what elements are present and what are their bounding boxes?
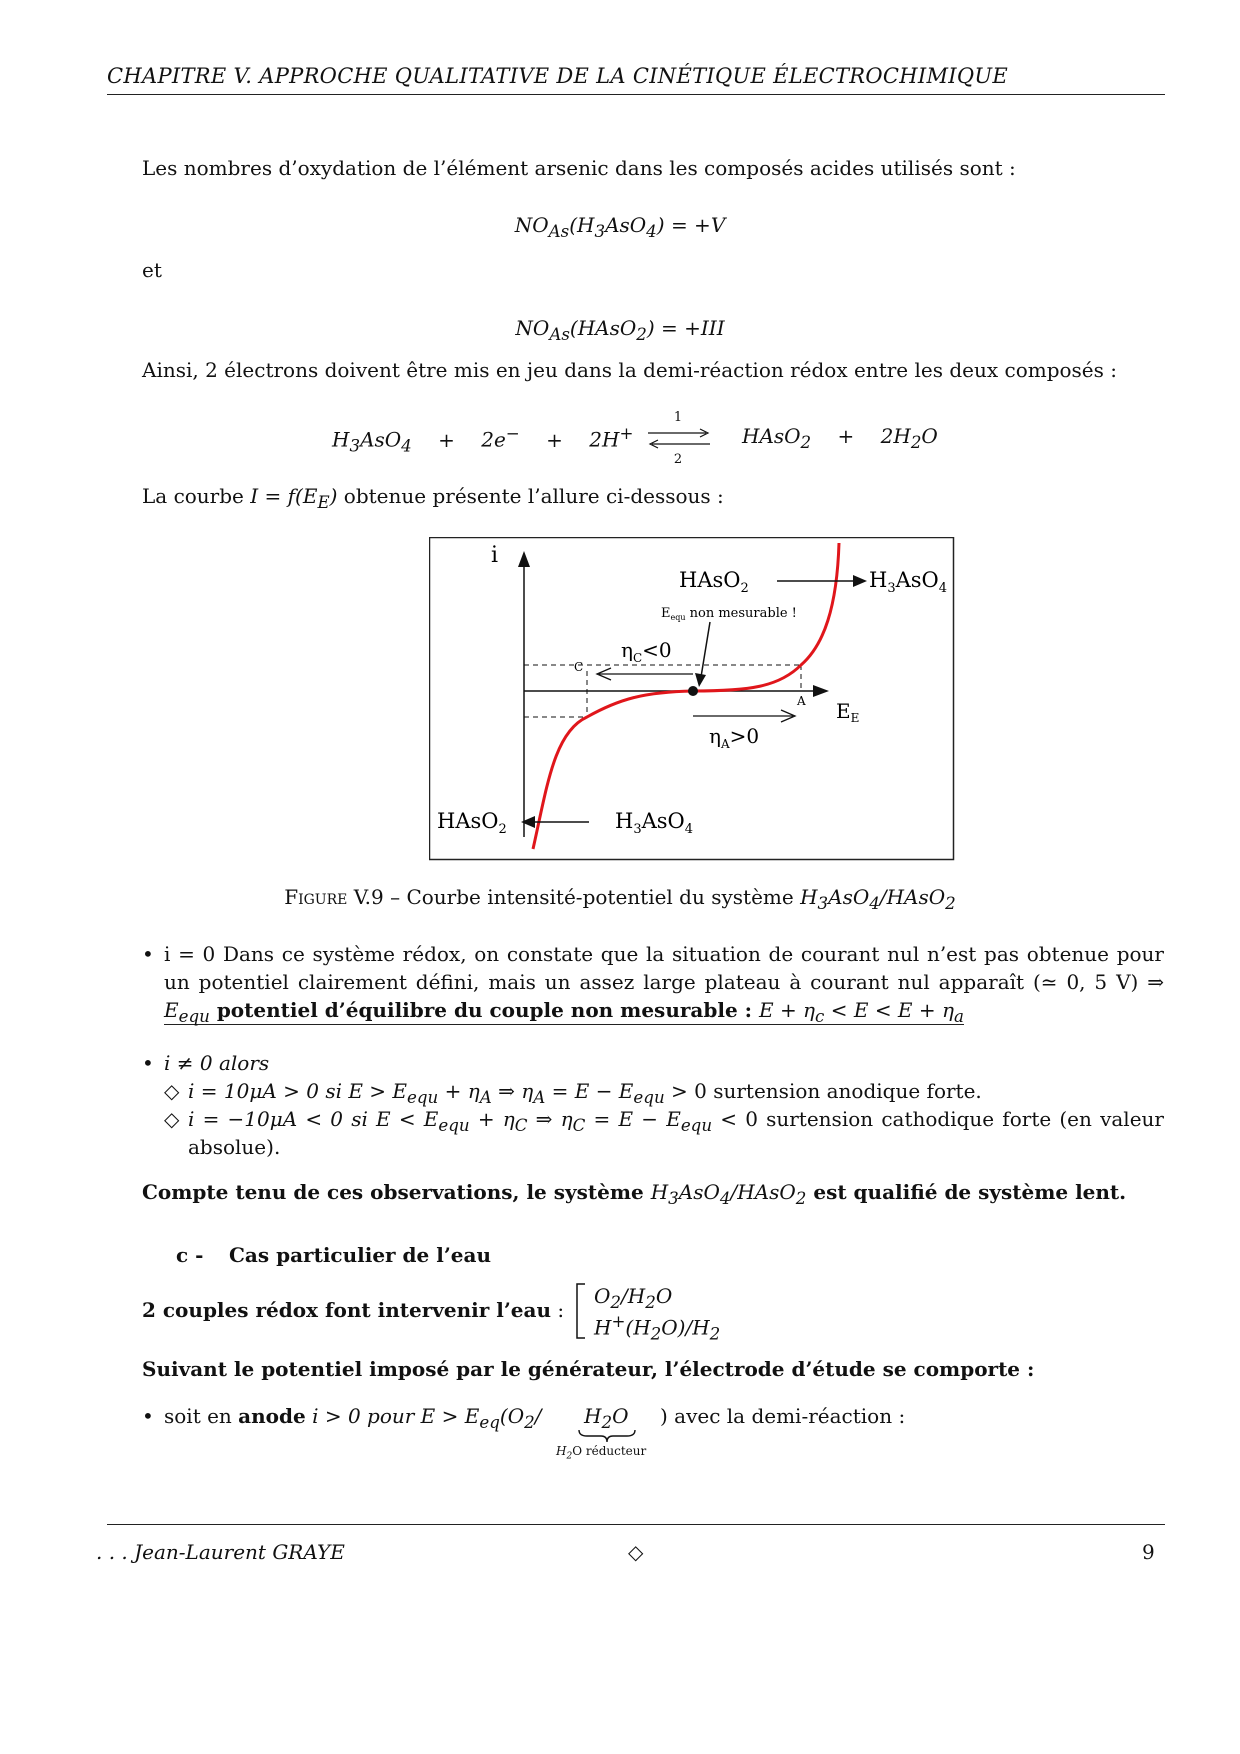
label-a: A xyxy=(797,694,806,708)
bullet2-sub2: i = −10μA < 0 si $E < E_{equ} + \eta_C$ ⇒ $\eta_C = E - E_{equ} < 0$ surtension cathodique forte (en valeur xyxy=(188,1107,1164,1135)
page-number: 9 xyxy=(1142,1540,1155,1564)
redox-reaction-left: $H_3AsO_4 + 2e^- + 2H^+$ xyxy=(332,424,634,456)
couples-text: 2 couples rédox font intervenir l’eau : xyxy=(142,1298,565,1322)
bullet2-sub2-line2: absolue). xyxy=(188,1135,281,1159)
equilibrium-point xyxy=(688,686,698,696)
anode-brace-term: $H_2O$ xyxy=(584,1404,629,1432)
diamond-1: ◇ xyxy=(164,1079,180,1103)
conclusion: Compte tenu de ces observations, le système $H_3AsO_4/HAsO_2$ est qualifié de système lent. xyxy=(142,1180,1127,1208)
courbe-intro: La courbe $I = f(E_E)$ obtenue présente l’allure ci-dessous : xyxy=(142,484,724,512)
underbrace xyxy=(577,1428,637,1444)
bullet2-head: i ≠ 0 alors xyxy=(164,1051,270,1075)
couples-bracket xyxy=(574,1282,588,1340)
footer-author: . . . Jean-Laurent GRAYE xyxy=(96,1540,345,1564)
diamond-2: ◇ xyxy=(164,1107,180,1131)
bottom-left-species: HAsO$_2$ xyxy=(437,809,507,837)
top-right-species: $H_3AsO_4$ xyxy=(869,568,948,596)
intensity-potential-figure xyxy=(429,537,955,861)
equilibrium-arrows xyxy=(646,428,712,450)
anode-line: soit en anode i > 0 pour $E > E_{eq}(O_2/$ xyxy=(164,1404,542,1432)
chapter-header: CHAPITRE V. APPROCHE QUALITATIVE DE LA CINÉTIQUE ÉLECTROCHIMIQUE xyxy=(107,64,1009,88)
bullet-dot-3: • xyxy=(142,1404,154,1428)
footer-diamond: ◇ xyxy=(628,1540,644,1564)
eta-c-label: $\eta_C<0$ xyxy=(621,638,672,665)
et-text: et xyxy=(142,258,162,282)
ainsi-text: Ainsi, 2 électrons doivent être mis en jeu dans la demi-réaction rédox entre les deux composés : xyxy=(142,358,1117,382)
header-rule xyxy=(107,94,1165,95)
couple-o2-h2o: $O_2/H_2O$ xyxy=(594,1284,673,1312)
axis-i-label: i xyxy=(491,543,499,568)
anode-line-end: ) avec la demi-réaction : xyxy=(660,1404,906,1428)
top-left-species: HAsO$_2$ xyxy=(679,568,749,596)
reaction-arrow-bottom-label: 2 xyxy=(673,452,683,467)
bullet-dot-2: • xyxy=(142,1051,154,1075)
section-number: c - xyxy=(176,1243,204,1267)
suivant-text: Suivant le potentiel imposé par le générateur, l’électrode d’étude se comporte : xyxy=(142,1357,1035,1381)
equation-as-iii: $NO_{As}(HAsO_2) = +III$ xyxy=(515,316,725,344)
footer-rule xyxy=(107,1524,1165,1525)
bullet1-line2: un potentiel clairement défini, mais un assez large plateau à courant nul apparaît (≃ 0, 5 V) ⇒ xyxy=(164,970,1164,994)
intro-text: Les nombres d’oxydation de l’élément arsenic dans les composés acides utilisés sont : xyxy=(142,156,1016,180)
bullet1-line3: $E_{equ}$ potentiel d’équilibre du couple non mesurable : $E + \eta_c < E < E + \eta_a$ xyxy=(164,998,964,1026)
bullet1-line1: i = 0 Dans ce système rédox, on constate que la situation de courant nul n’est pas obtenue pour xyxy=(164,942,1164,966)
label-c: C xyxy=(574,660,584,674)
equ-note: $E_{equ}$ non mesurable ! xyxy=(661,606,797,622)
axis-e-label: $E_E$ xyxy=(836,699,860,725)
equation-as-v: $NO_{As}(H_3AsO_4) = +V$ xyxy=(514,213,726,241)
section-title: Cas particulier de l’eau xyxy=(229,1243,492,1267)
bullet-dot: • xyxy=(142,942,154,966)
reaction-arrow-top-label: 1 xyxy=(673,410,683,425)
eta-a-label: $\eta_A>0$ xyxy=(709,724,760,751)
couple-h-h2: $H^+(H_2O)/H_2$ xyxy=(594,1312,721,1344)
underbrace-note: $H_2O$ réducteur xyxy=(556,1444,647,1462)
bottom-right-species: $H_3AsO_4$ xyxy=(615,809,694,837)
bullet2-sub1: i = 10μA > 0 si $E > E_{equ} + \eta_A$ ⇒ $\eta_A = E - E_{equ} > 0$ surtension anodique forte. xyxy=(188,1079,982,1107)
figure-caption: Figure V.9 – Courbe intensité-potentiel du système $H_3AsO_4/HAsO_2$ xyxy=(284,885,956,913)
redox-reaction-right: HAsO$_2$ + $2H_2O$ xyxy=(742,424,938,452)
